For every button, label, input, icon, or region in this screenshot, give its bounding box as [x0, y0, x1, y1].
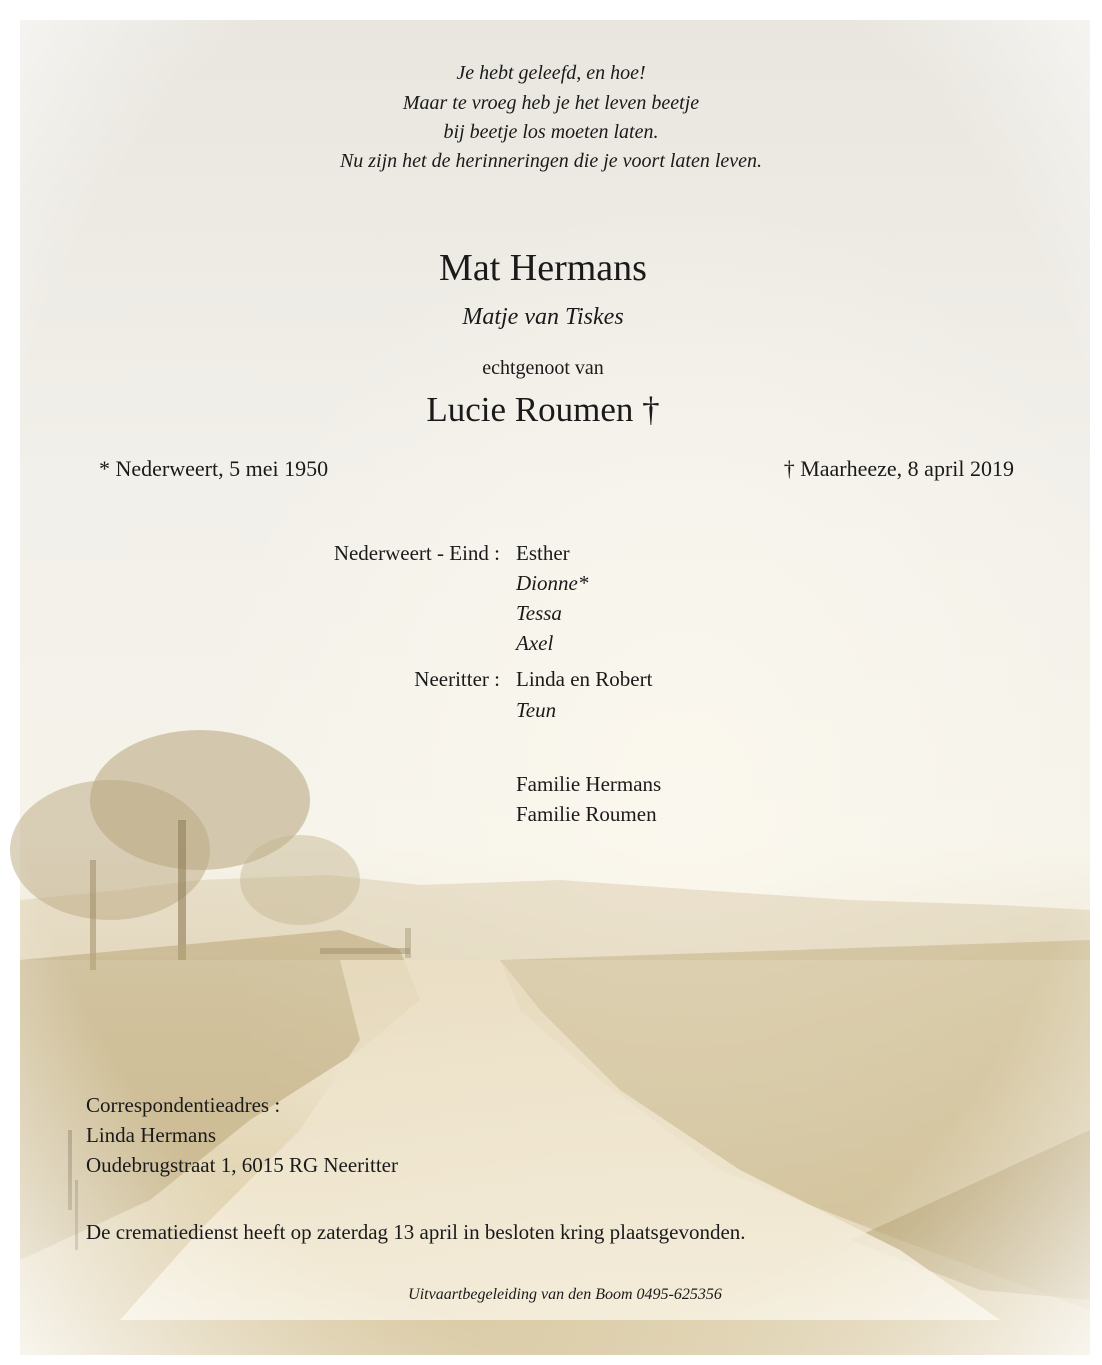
birth-date: * Nederweert, 5 mei 1950	[99, 456, 329, 481]
death-date: † Maarheeze, 8 april 2019	[783, 456, 1014, 481]
family-member: Linda en Robert	[516, 667, 653, 691]
family-member: Tessa	[516, 601, 562, 625]
deceased-name: Mat Hermans	[439, 247, 647, 289]
poem-line-1: Je hebt geleefd, en hoe!	[456, 62, 646, 84]
poem-line-4: Nu zijn het de herinneringen die je voort laten leven.	[339, 150, 763, 172]
poem-line-3: bij beetje los moeten laten.	[443, 121, 659, 143]
funeral-director-footer: Uitvaartbegeleiding van den Boom 0495-625356	[408, 1286, 722, 1303]
correspondence-heading: Correspondentieadres :	[86, 1093, 281, 1117]
family-extra: Familie Hermans	[516, 772, 662, 796]
family-member: Dionne*	[516, 571, 589, 595]
family-group-label: Neeritter :	[414, 667, 500, 691]
family-group-label: Nederweert - Eind :	[333, 541, 500, 565]
spouse-name: Lucie Roumen †	[426, 390, 660, 429]
correspondence-name: Linda Hermans	[86, 1123, 217, 1147]
family-extra: Familie Roumen	[516, 802, 657, 826]
family-member: Axel	[516, 631, 554, 655]
family-member: Teun	[516, 698, 557, 722]
correspondence-address: Oudebrugstraat 1, 6015 RG Neeritter	[86, 1153, 398, 1177]
deceased-nickname: Matje van Tiskes	[462, 304, 624, 330]
spouse-label: echtgenoot van	[482, 357, 604, 379]
poem-line-2: Maar te vroeg heb je het leven beetje	[402, 92, 700, 114]
family-member: Esther	[516, 541, 570, 565]
service-note: De crematiedienst heeft op zaterdag 13 april in besloten kring plaatsgevonden.	[86, 1220, 746, 1244]
